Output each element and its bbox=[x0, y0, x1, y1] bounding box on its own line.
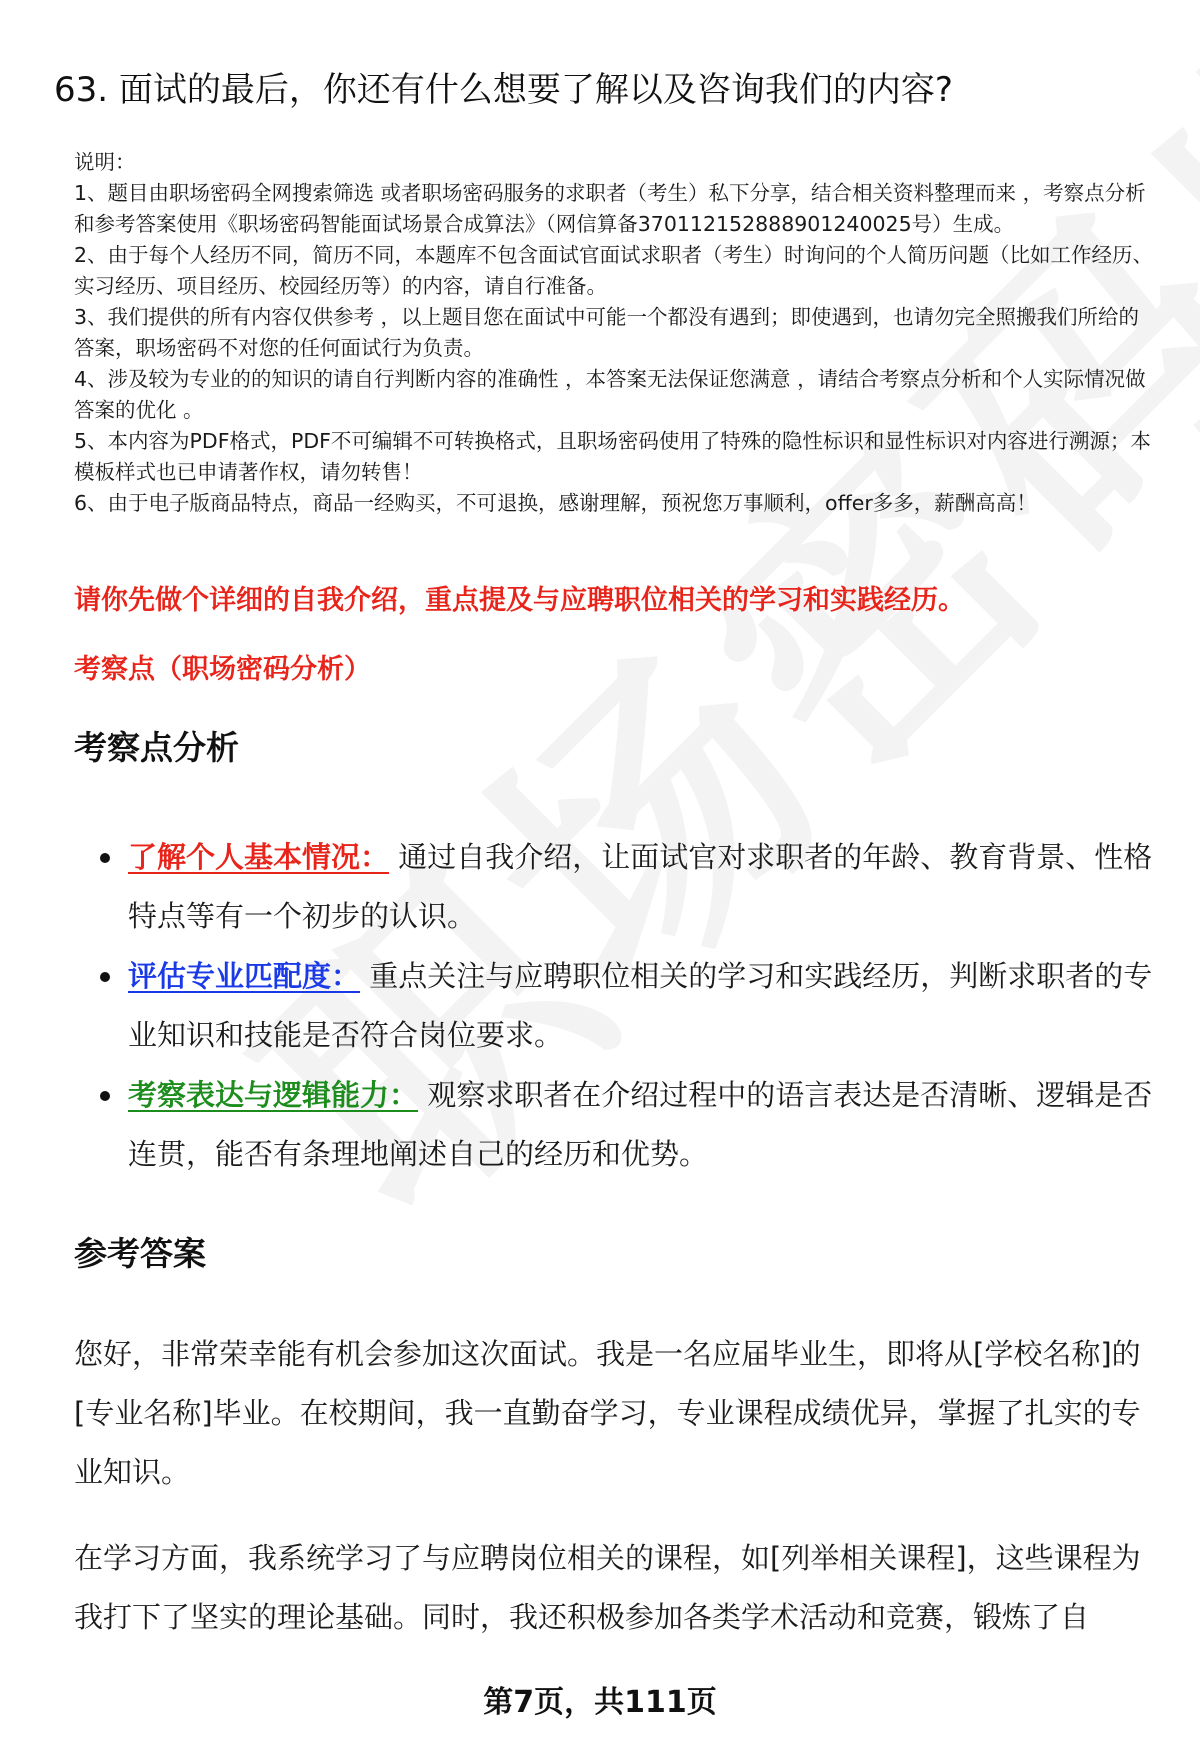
note-item: 2、由于每个人经历不同，简历不同，本题库不包含面试官面试求职者（考生）时询问的个人简历问题（比如工作经历、实习经历、项目经历、校园经历等）的内容，请自行准备。 bbox=[74, 243, 1154, 298]
analysis-title: 考察点分析 bbox=[74, 728, 239, 767]
note-item: 3、我们提供的所有内容仅供参考 ，以上题目您在面试中可能一个都没有遇到；即使遇到，也请勿完全照搬我们所给的答案，职场密码不对您的任何面试行为负责。 bbox=[74, 305, 1140, 360]
note-item: 4、涉及较为专业的的知识的请自行判断内容的准确性 ，本答案无法保证您满意 ，请结合考察点分析和个人实际情况做答案的优化 。 bbox=[74, 367, 1146, 422]
answer-paragraph: 您好，非常荣幸能有机会参加这次面试。我是一名应届毕业生，即将从[学校名称]的[专业名称]毕业。在校期间，我一直勤奋学习，专业课程成绩优异，掌握了扎实的专业知识。 bbox=[74, 1337, 1141, 1489]
point-text: 观察求职者在介绍过程中的语言表达是否清晰、逻辑是否连贯，能否有条理地阐述自己的经历和优势。 bbox=[128, 1078, 1153, 1171]
interview-question: 请你先做个详细的自我介绍，重点提及与应聘职位相关的学习和实践经历。 bbox=[74, 585, 965, 616]
analysis-point bbox=[74, 947, 1164, 1065]
note-item: 1、题目由职场密码全网搜索筛选 或者职场密码服务的求职者（考生）私下分享，结合相关资料整理而来 ，考察点分析和参考答案使用《职场密码智能面试场景合成算法》（网信算备370112152888901240025号）生成。 bbox=[74, 181, 1146, 236]
note-item: 5、本内容为PDF格式，PDF不可编辑不可转换格式，且职场密码使用了特殊的隐性标识和显性标识对内容进行溯源；本模板样式也已申请著作权，请勿转售！ bbox=[74, 429, 1151, 484]
analysis-point bbox=[74, 1066, 1164, 1184]
point-text: 重点关注与应聘职位相关的学习和实践经历，判断求职者的专业知识和技能是否符合岗位要求。 bbox=[128, 959, 1153, 1052]
point-label: 考察表达与逻辑能力： bbox=[128, 1078, 419, 1112]
notes-heading: 说明： bbox=[74, 150, 136, 174]
bullet-icon bbox=[100, 853, 110, 863]
analysis-subtitle: 考察点（职场密码分析） bbox=[74, 654, 371, 685]
analysis-points bbox=[74, 828, 1164, 1185]
point-label: 了解个人基本情况： bbox=[128, 840, 390, 874]
answer-body bbox=[74, 1325, 1154, 1674]
notes-block bbox=[74, 147, 1159, 519]
bullet-icon bbox=[100, 972, 110, 982]
answer-paragraph: 在学习方面，我系统学习了与应聘岗位相关的课程，如[列举相关课程]，这些课程为我打下了坚实的理论基础。同时，我还积极参加各类学术活动和竞赛，锻炼了自 bbox=[74, 1541, 1141, 1634]
analysis-point bbox=[74, 828, 1164, 946]
bullet-icon bbox=[100, 1091, 110, 1101]
question-title: 63. 面试的最后，你还有什么想要了解以及咨询我们的内容? bbox=[54, 70, 953, 110]
point-label: 评估专业匹配度： bbox=[128, 959, 361, 993]
point-text: 通过自我介绍，让面试官对求职者的年龄、教育背景、性格特点等有一个初步的认识。 bbox=[128, 840, 1153, 933]
answer-title: 参考答案 bbox=[74, 1234, 206, 1273]
page-number: 第7页，共111页 bbox=[483, 1685, 717, 1720]
note-item: 6、由于电子版商品特点，商品一经购买，不可退换，感谢理解，预祝您万事顺利，offer多多，薪酬高高！ bbox=[74, 491, 1037, 515]
